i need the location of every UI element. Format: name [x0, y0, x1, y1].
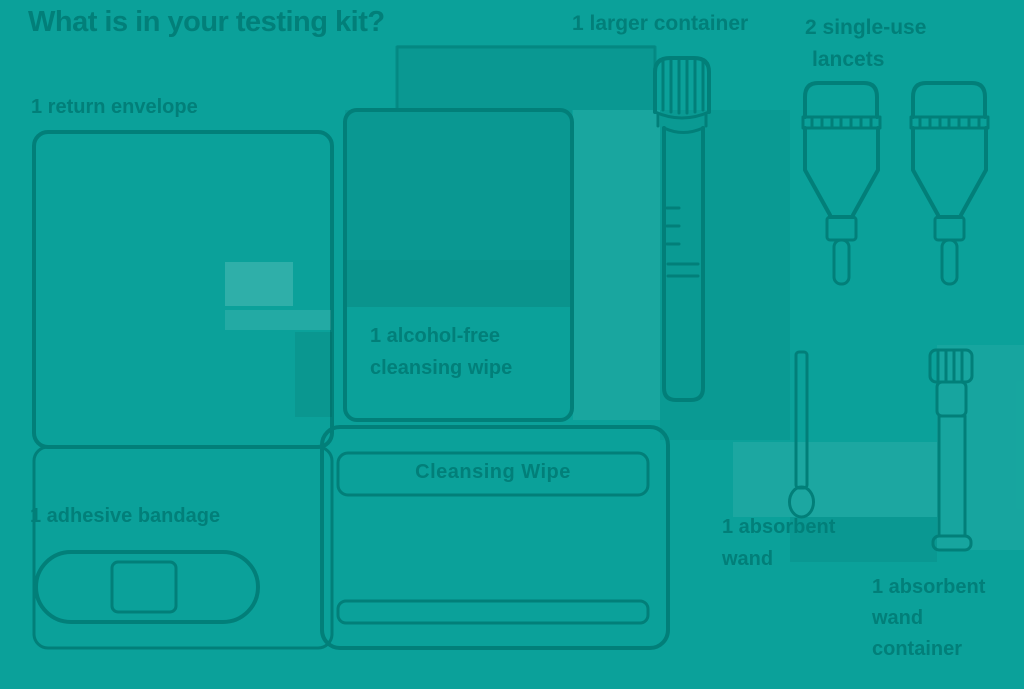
label-cleansing-wipe-line1: 1 alcohol-free	[370, 325, 501, 347]
background-tone-patches	[345, 45, 1024, 562]
label-wand-container-line3: container	[872, 638, 963, 660]
heading-lancets	[805, 12, 926, 76]
heading-lancets-line1: 2 single-use	[805, 16, 927, 39]
cleansing-wipe-packet-text: Cleansing Wipe	[415, 461, 571, 483]
label-absorbent-wand-line2: wand	[722, 548, 774, 570]
label-absorbent-wand-line1: 1 absorbent	[722, 516, 836, 538]
label-cleansing-wipe	[370, 320, 512, 384]
heading-larger-container: 1 larger container	[572, 12, 749, 35]
label-wand-container-line1: 1 absorbent	[872, 576, 986, 598]
label-adhesive-bandage: 1 adhesive bandage	[30, 505, 221, 527]
lancet-icon	[911, 83, 988, 284]
page-title: What is in your testing kit?	[28, 6, 385, 38]
lancet-icon	[803, 83, 880, 284]
heading-lancets-line2: lancets	[812, 48, 885, 71]
label-absorbent-wand	[722, 511, 835, 575]
envelope-illustration	[34, 132, 332, 447]
label-return-envelope: 1 return envelope	[31, 96, 198, 118]
adhesive-bandage-illustration	[34, 447, 332, 648]
label-wand-container	[872, 572, 985, 665]
label-wand-container-line2: wand	[872, 607, 924, 629]
label-cleansing-wipe-line2: cleansing wipe	[370, 357, 513, 379]
